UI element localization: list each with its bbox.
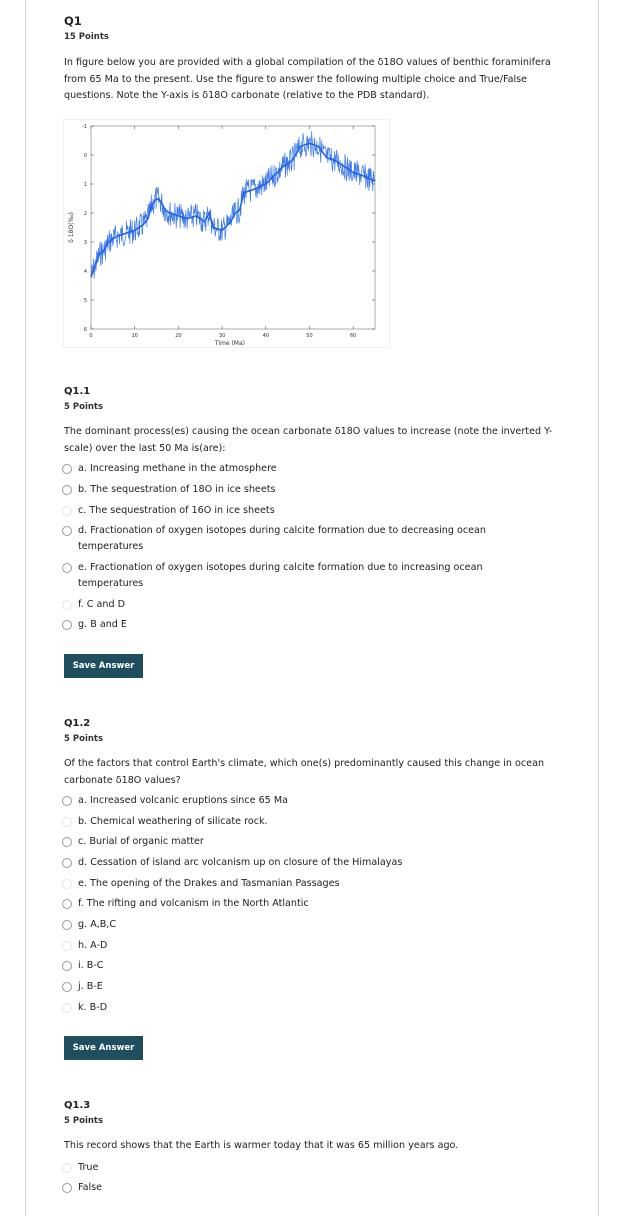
- q1-2-option-c[interactable]: [62, 834, 542, 850]
- y-tick-label: 0: [83, 153, 87, 159]
- q1-1-option-b[interactable]: [62, 482, 542, 498]
- q1-2-option-f[interactable]: [62, 896, 542, 912]
- q1-2-points: 5 Points: [64, 734, 104, 744]
- q1-points: 15 Points: [64, 32, 109, 42]
- q1-1-title: Q1.1: [64, 386, 91, 397]
- q1-2-option-d[interactable]: [62, 855, 542, 871]
- option-label: g. B and E: [78, 619, 127, 630]
- option-label: d. Cessation of island arc volcanism up on closure of the Himalayas: [78, 857, 403, 868]
- x-tick-label: 50: [306, 333, 313, 339]
- x-tick-label: 40: [262, 333, 269, 339]
- q1-2-prompt: Of the factors that control Earth's climate, which one(s) predominantly caused this change in ocean carbonate δ18O values?: [64, 758, 545, 786]
- radio-button[interactable]: [62, 1003, 72, 1013]
- q1-1-points: 5 Points: [64, 402, 104, 412]
- q1-2-save-answer-button[interactable]: Save Answer: [64, 1036, 143, 1060]
- q1-2-title: Q1.2: [64, 718, 91, 729]
- radio-button[interactable]: [62, 620, 72, 630]
- radio-button[interactable]: [62, 920, 72, 930]
- q1-3-option-true[interactable]: [62, 1160, 542, 1176]
- radio-button[interactable]: [62, 817, 72, 827]
- x-tick-label: 20: [175, 333, 182, 339]
- option-label: e. Fractionation of oxygen isotopes during calcite formation due to increasing ocean temperatures: [78, 562, 483, 589]
- q1-1-option-f[interactable]: [62, 597, 542, 613]
- q1-title: Q1: [64, 14, 82, 28]
- option-label: g. A,B,C: [78, 919, 117, 930]
- q1-2-option-h[interactable]: [62, 938, 542, 954]
- radio-button[interactable]: [62, 899, 72, 909]
- radio-button[interactable]: [62, 837, 72, 847]
- x-tick-label: 0: [89, 333, 93, 339]
- x-axis-label: Time (Ma): [214, 340, 245, 347]
- q1-2-option-k[interactable]: [62, 1000, 542, 1016]
- q1-1-prompt: The dominant process(es) causing the ocean carbonate δ18O values to increase (note the inverted Y-scale) over the last 50 Ma is(are):: [64, 426, 553, 454]
- option-label: k. B-D: [78, 1002, 108, 1013]
- option-label: i. B-C: [78, 960, 104, 971]
- option-label: a. Increased volcanic eruptions since 65 Ma: [78, 795, 288, 806]
- q1-3-title: Q1.3: [64, 1100, 91, 1111]
- option-label: b. The sequestration of 18O in ice sheets: [78, 484, 276, 495]
- radio-button[interactable]: [62, 1163, 72, 1173]
- q1-3-option-false[interactable]: [62, 1180, 542, 1196]
- radio-button[interactable]: [62, 796, 72, 806]
- option-label: b. Chemical weathering of silicate rock.: [78, 816, 268, 827]
- radio-button[interactable]: [62, 526, 72, 536]
- q1-1-option-c[interactable]: [62, 503, 542, 519]
- option-label: f. The rifting and volcanism in the North Atlantic: [78, 898, 309, 909]
- option-label: False: [78, 1182, 103, 1193]
- radio-button[interactable]: [62, 600, 72, 610]
- series-noise-line: [91, 131, 375, 279]
- d18o-figure: [63, 119, 390, 348]
- q1-1-option-d[interactable]: [62, 523, 522, 555]
- radio-button[interactable]: [62, 506, 72, 516]
- x-tick-label: 10: [131, 333, 138, 339]
- radio-button[interactable]: [62, 961, 72, 971]
- q1-1-option-e[interactable]: [62, 560, 522, 592]
- q1-3-prompt: This record shows that the Earth is warmer today that it was 65 million years ago.: [64, 1140, 459, 1151]
- option-label: e. The opening of the Drakes and Tasmanian Passages: [78, 878, 340, 889]
- radio-button[interactable]: [62, 941, 72, 951]
- radio-button[interactable]: [62, 858, 72, 868]
- option-label: j. B-E: [78, 981, 103, 992]
- option-label: d. Fractionation of oxygen isotopes during calcite formation due to decreasing ocean temperatures: [78, 525, 486, 552]
- radio-button[interactable]: [62, 563, 72, 573]
- y-tick-label: 4: [83, 269, 87, 275]
- option-label: f. C and D: [78, 599, 126, 610]
- x-tick-label: 30: [218, 333, 226, 339]
- q1-2-option-g[interactable]: [62, 917, 542, 933]
- y-tick-label: 6: [83, 327, 87, 333]
- y-tick-label: 5: [83, 298, 87, 304]
- radio-button[interactable]: [62, 1183, 72, 1193]
- y-tick-label: 2: [83, 211, 87, 217]
- y-axis-label: δ 18O(‰): [68, 212, 75, 243]
- option-label: c. The sequestration of 16O in ice sheets: [78, 505, 275, 516]
- y-tick-label: -1: [82, 124, 87, 130]
- radio-button[interactable]: [62, 485, 72, 495]
- q1-1-option-g[interactable]: [62, 617, 542, 633]
- q1-1-save-answer-button[interactable]: Save Answer: [64, 654, 143, 678]
- q1-1-option-a[interactable]: [62, 461, 542, 477]
- q1-2-option-j[interactable]: [62, 979, 542, 995]
- q1-2-option-e[interactable]: [62, 876, 542, 892]
- option-label: a. Increasing methane in the atmosphere: [78, 463, 277, 474]
- y-tick-label: 3: [83, 240, 87, 246]
- q1-2-option-i[interactable]: [62, 958, 542, 974]
- q1-2-option-b[interactable]: [62, 814, 542, 830]
- q1-2-option-a[interactable]: [62, 793, 542, 809]
- option-label: h. A-D: [78, 940, 108, 951]
- q1-intro: In figure below you are provided with a global compilation of the δ18O values of benthic foraminifera from 65 Ma to the present. Use the figure to answer the following multiple choice and True/False questions. Note the Y-axis is δ18O carbonate (relative to the PDB standard).: [64, 57, 551, 101]
- y-tick-label: 1: [83, 182, 87, 188]
- x-tick-label: 60: [349, 333, 357, 339]
- radio-button[interactable]: [62, 982, 72, 992]
- option-label: c. Burial of organic matter: [78, 836, 204, 847]
- option-label: True: [78, 1162, 99, 1173]
- radio-button[interactable]: [62, 464, 72, 474]
- plot-frame: [91, 126, 375, 329]
- q1-3-points: 5 Points: [64, 1116, 104, 1126]
- d18o-chart: [64, 120, 391, 349]
- radio-button[interactable]: [62, 879, 72, 889]
